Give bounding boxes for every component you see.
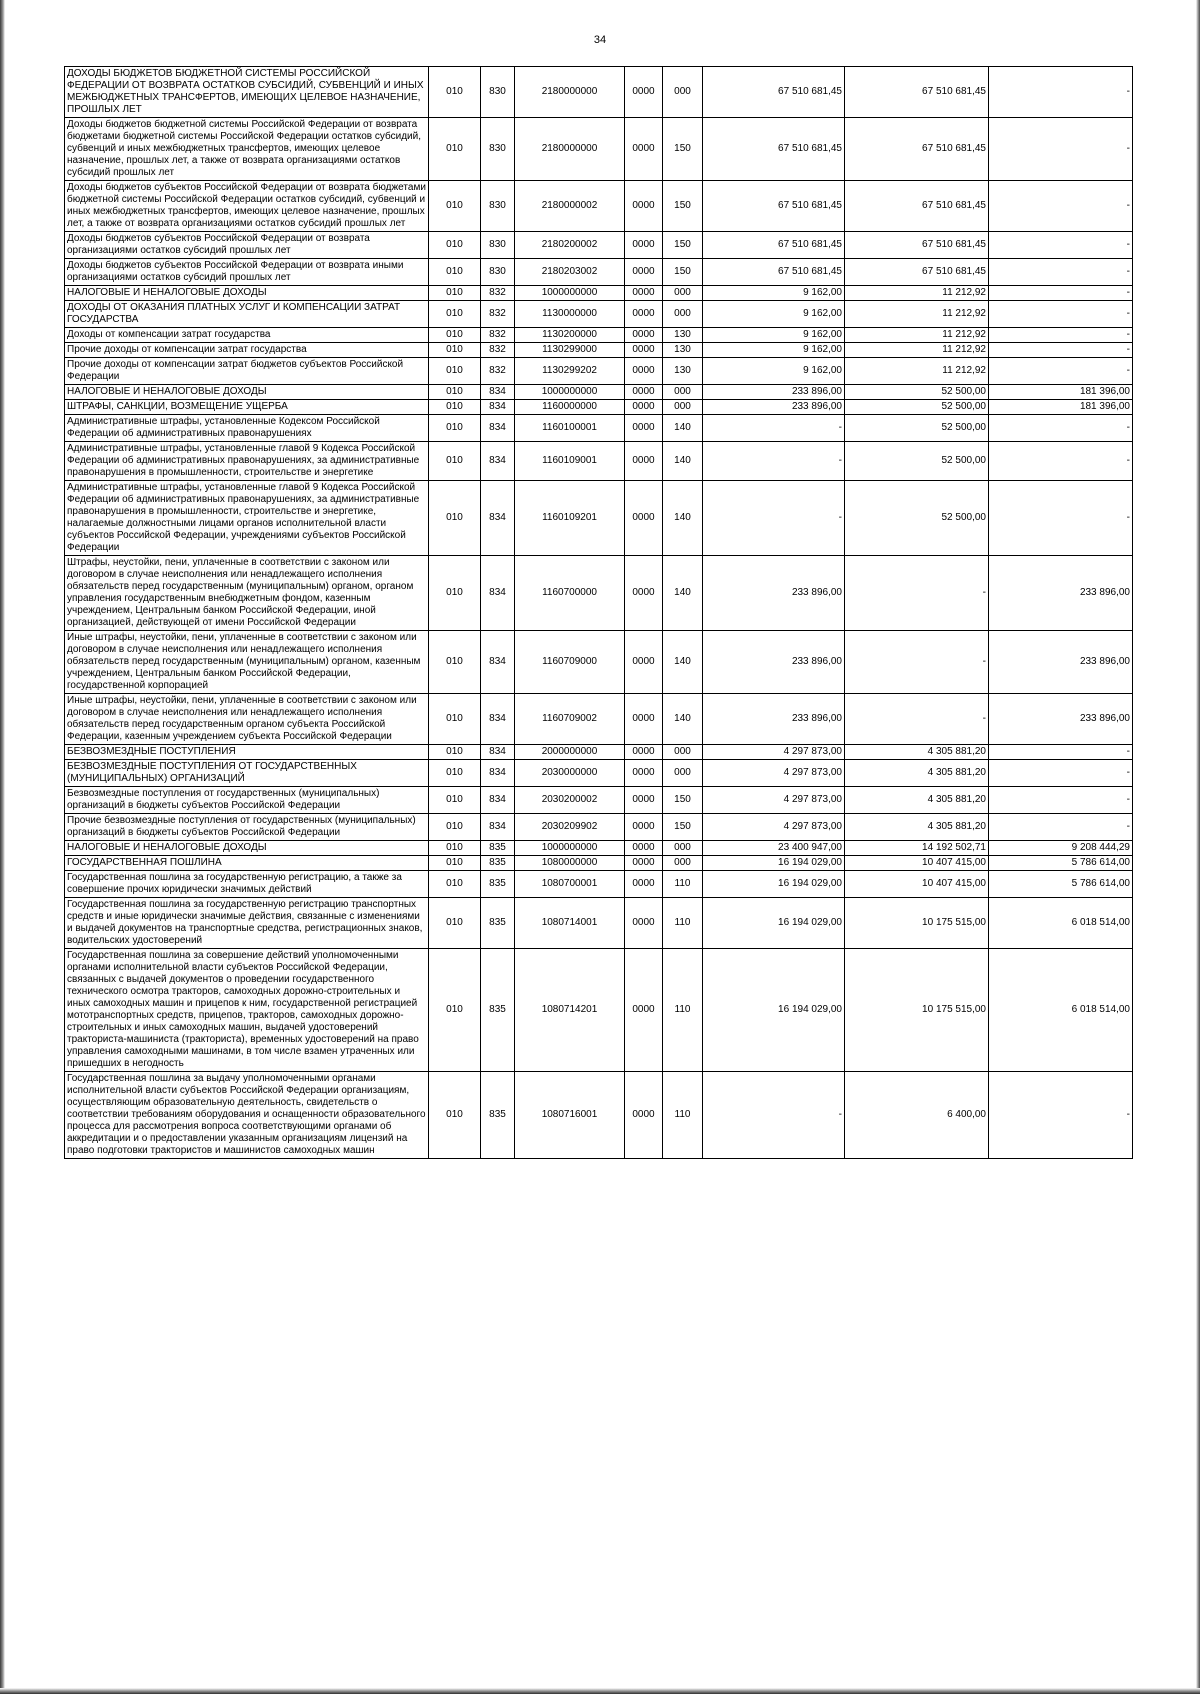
- table-row: [65, 415, 1133, 442]
- row-group-code-cell: 835: [481, 841, 515, 856]
- row-group-code-cell: 834: [481, 787, 515, 814]
- table-row: [65, 385, 1133, 400]
- row-economic-code-cell: 140: [663, 442, 703, 481]
- row-name-cell: НАЛОГОВЫЕ И НЕНАЛОГОВЫЕ ДОХОДЫ: [65, 841, 429, 856]
- row-admin-code-cell: 010: [429, 358, 481, 385]
- row-program-code-cell: 0000: [625, 871, 663, 898]
- table-row: [65, 442, 1133, 481]
- row-name-cell: ДОХОДЫ ОТ ОКАЗАНИЯ ПЛАТНЫХ УСЛУГ И КОМПЕНСАЦИИ ЗАТРАТ ГОСУДАРСТВА: [65, 301, 429, 328]
- row-revenue-code-cell: 1080716001: [515, 1072, 625, 1159]
- row-amount-1-cell: 16 194 029,00: [703, 898, 845, 949]
- row-amount-3-cell: -: [989, 1072, 1133, 1159]
- row-amount-1-cell: 4 297 873,00: [703, 787, 845, 814]
- row-amount-3-cell: -: [989, 787, 1133, 814]
- row-amount-2-cell: 11 212,92: [845, 358, 989, 385]
- row-program-code-cell: 0000: [625, 841, 663, 856]
- row-admin-code-cell: 010: [429, 400, 481, 415]
- row-revenue-code-cell: 1130299202: [515, 358, 625, 385]
- table-row: [65, 745, 1133, 760]
- row-group-code-cell: 834: [481, 481, 515, 556]
- row-amount-3-cell: 181 396,00: [989, 400, 1133, 415]
- row-admin-code-cell: 010: [429, 631, 481, 694]
- row-program-code-cell: 0000: [625, 760, 663, 787]
- row-amount-1-cell: 16 194 029,00: [703, 871, 845, 898]
- row-admin-code-cell: 010: [429, 841, 481, 856]
- row-program-code-cell: 0000: [625, 898, 663, 949]
- row-revenue-code-cell: 1000000000: [515, 286, 625, 301]
- row-revenue-code-cell: 2180203002: [515, 259, 625, 286]
- row-revenue-code-cell: 1160100001: [515, 415, 625, 442]
- row-amount-2-cell: 11 212,92: [845, 286, 989, 301]
- row-name-cell: Административные штрафы, установленные главой 9 Кодекса Российской Федерации об административных правонарушениях, за административные правонарушения в промышленности, строительстве и энергетике: [65, 442, 429, 481]
- row-amount-2-cell: -: [845, 694, 989, 745]
- row-economic-code-cell: 150: [663, 259, 703, 286]
- row-program-code-cell: 0000: [625, 232, 663, 259]
- row-name-cell: Административные штрафы, установленные главой 9 Кодекса Российской Федерации об административных правонарушениях, за административные правонарушения в промышленности, строительстве и энергетике, налагаемые должностными лицами органов исполнительной власти субъектов Российской Федерации, учреждениями субъектов Российской Федерации: [65, 481, 429, 556]
- table-row: [65, 358, 1133, 385]
- row-amount-3-cell: 6 018 514,00: [989, 949, 1133, 1072]
- table-body: [65, 67, 1133, 1159]
- page-number: 34: [593, 34, 607, 46]
- row-economic-code-cell: 140: [663, 556, 703, 631]
- row-group-code-cell: 835: [481, 856, 515, 871]
- table-row: [65, 181, 1133, 232]
- row-amount-3-cell: -: [989, 760, 1133, 787]
- row-amount-1-cell: 16 194 029,00: [703, 856, 845, 871]
- row-economic-code-cell: 110: [663, 949, 703, 1072]
- row-amount-1-cell: 9 162,00: [703, 328, 845, 343]
- row-name-cell: Доходы бюджетов субъектов Российской Федерации от возврата иными организациями остатков субсидий прошлых лет: [65, 259, 429, 286]
- row-amount-3-cell: -: [989, 232, 1133, 259]
- row-admin-code-cell: 010: [429, 232, 481, 259]
- row-amount-2-cell: 14 192 502,71: [845, 841, 989, 856]
- row-name-cell: Государственная пошлина за совершение действий уполномоченными органами исполнительной власти субъектов Российской Федерации, связанных с выдачей документов о проведении государственного технического осмотра тракторов, самоходных дорожно-строительных и иных самоходных машин и прицепов к ним, государственной регистрацией мототранспортных средств, прицепов, тракторов, самоходных дорожно-строительных и иных самоходных машин, выдачей удостоверений тракториста-машиниста (тракториста), временных удостоверений на право управления самоходными машинами, в том числе взамен утраченных или пришедших в негодность: [65, 949, 429, 1072]
- row-economic-code-cell: 000: [663, 745, 703, 760]
- row-economic-code-cell: 150: [663, 232, 703, 259]
- row-name-cell: Государственная пошлина за выдачу уполномоченными органами исполнительной власти субъектов Российской Федерации организациям, осуществляющим образовательную деятельность, свидетельств о соответствии требованиям оборудования и оснащенности образовательного процесса для рассмотрения вопроса соответствующими органами об аккредитации и о предоставлении указанным организациям лицензий на право подготовки трактористов и машинистов самоходных машин: [65, 1072, 429, 1159]
- row-admin-code-cell: 010: [429, 67, 481, 118]
- row-amount-1-cell: 16 194 029,00: [703, 949, 845, 1072]
- row-program-code-cell: 0000: [625, 118, 663, 181]
- row-economic-code-cell: 110: [663, 1072, 703, 1159]
- row-group-code-cell: 830: [481, 259, 515, 286]
- row-amount-1-cell: 67 510 681,45: [703, 232, 845, 259]
- row-admin-code-cell: 010: [429, 814, 481, 841]
- row-revenue-code-cell: 2030209902: [515, 814, 625, 841]
- row-economic-code-cell: 140: [663, 694, 703, 745]
- row-amount-2-cell: 67 510 681,45: [845, 259, 989, 286]
- row-amount-3-cell: -: [989, 328, 1133, 343]
- row-revenue-code-cell: 2180000002: [515, 181, 625, 232]
- row-economic-code-cell: 130: [663, 358, 703, 385]
- row-amount-1-cell: -: [703, 442, 845, 481]
- row-amount-2-cell: 52 500,00: [845, 415, 989, 442]
- row-name-cell: Доходы бюджетов бюджетной системы Российской Федерации от возврата бюджетами бюджетной системы Российской Федерации остатков субсидий, субвенций и иных межбюджетных трансфертов, имеющих целевое назначение, прошлых лет, а также от возврата организациями остатков субсидий прошлых лет: [65, 118, 429, 181]
- row-name-cell: Доходы бюджетов субъектов Российской Федерации от возврата организациями остатков субсидий прошлых лет: [65, 232, 429, 259]
- row-economic-code-cell: 140: [663, 631, 703, 694]
- row-revenue-code-cell: 1000000000: [515, 385, 625, 400]
- row-amount-1-cell: 9 162,00: [703, 301, 845, 328]
- table-row: [65, 787, 1133, 814]
- row-economic-code-cell: 000: [663, 286, 703, 301]
- row-admin-code-cell: 010: [429, 556, 481, 631]
- row-admin-code-cell: 010: [429, 949, 481, 1072]
- row-name-cell: Штрафы, неустойки, пени, уплаченные в соответствии с законом или договором в случае неисполнения или ненадлежащего исполнения обязательств перед государственным (муниципальным) органом, органом управления государственным внебюджетным фондом, казенным учреждением, Центральным банком Российской Федерации, иной организацией, действующей от имени Российской Федерации: [65, 556, 429, 631]
- row-group-code-cell: 834: [481, 400, 515, 415]
- row-amount-2-cell: 4 305 881,20: [845, 814, 989, 841]
- table-row: [65, 259, 1133, 286]
- row-program-code-cell: 0000: [625, 949, 663, 1072]
- row-amount-2-cell: 11 212,92: [845, 343, 989, 358]
- row-group-code-cell: 832: [481, 328, 515, 343]
- row-economic-code-cell: 140: [663, 481, 703, 556]
- table-row: [65, 949, 1133, 1072]
- row-amount-2-cell: 4 305 881,20: [845, 745, 989, 760]
- row-amount-1-cell: 67 510 681,45: [703, 181, 845, 232]
- row-group-code-cell: 830: [481, 232, 515, 259]
- row-amount-3-cell: -: [989, 118, 1133, 181]
- row-amount-2-cell: 67 510 681,45: [845, 67, 989, 118]
- row-amount-1-cell: -: [703, 481, 845, 556]
- row-group-code-cell: 834: [481, 694, 515, 745]
- row-amount-1-cell: 9 162,00: [703, 286, 845, 301]
- table-row: [65, 118, 1133, 181]
- row-admin-code-cell: 010: [429, 415, 481, 442]
- row-group-code-cell: 835: [481, 1072, 515, 1159]
- row-admin-code-cell: 010: [429, 328, 481, 343]
- row-group-code-cell: 835: [481, 949, 515, 1072]
- row-name-cell: Доходы от компенсации затрат государства: [65, 328, 429, 343]
- row-revenue-code-cell: 1080714201: [515, 949, 625, 1072]
- row-name-cell: ШТРАФЫ, САНКЦИИ, ВОЗМЕЩЕНИЕ УЩЕРБА: [65, 400, 429, 415]
- row-program-code-cell: 0000: [625, 343, 663, 358]
- row-group-code-cell: 834: [481, 442, 515, 481]
- row-revenue-code-cell: 1000000000: [515, 841, 625, 856]
- row-amount-1-cell: 4 297 873,00: [703, 745, 845, 760]
- row-group-code-cell: 830: [481, 67, 515, 118]
- row-amount-3-cell: 6 018 514,00: [989, 898, 1133, 949]
- row-amount-2-cell: 67 510 681,45: [845, 232, 989, 259]
- row-amount-2-cell: 6 400,00: [845, 1072, 989, 1159]
- row-amount-3-cell: -: [989, 259, 1133, 286]
- table-row: [65, 856, 1133, 871]
- row-name-cell: ГОСУДАРСТВЕННАЯ ПОШЛИНА: [65, 856, 429, 871]
- row-name-cell: Административные штрафы, установленные Кодексом Российской Федерации об административных правонарушениях: [65, 415, 429, 442]
- row-admin-code-cell: 010: [429, 481, 481, 556]
- row-amount-3-cell: -: [989, 181, 1133, 232]
- row-amount-3-cell: -: [989, 343, 1133, 358]
- row-amount-3-cell: -: [989, 286, 1133, 301]
- row-amount-3-cell: 233 896,00: [989, 556, 1133, 631]
- row-group-code-cell: 835: [481, 871, 515, 898]
- row-amount-3-cell: -: [989, 358, 1133, 385]
- row-amount-3-cell: -: [989, 745, 1133, 760]
- row-revenue-code-cell: 2030200002: [515, 787, 625, 814]
- row-admin-code-cell: 010: [429, 745, 481, 760]
- row-program-code-cell: 0000: [625, 67, 663, 118]
- row-name-cell: Прочие доходы от компенсации затрат бюджетов субъектов Российской Федерации: [65, 358, 429, 385]
- row-group-code-cell: 832: [481, 286, 515, 301]
- row-amount-2-cell: 11 212,92: [845, 328, 989, 343]
- row-economic-code-cell: 110: [663, 871, 703, 898]
- row-program-code-cell: 0000: [625, 385, 663, 400]
- row-economic-code-cell: 150: [663, 814, 703, 841]
- row-amount-3-cell: 233 896,00: [989, 694, 1133, 745]
- row-revenue-code-cell: 1080714001: [515, 898, 625, 949]
- row-revenue-code-cell: 2000000000: [515, 745, 625, 760]
- row-economic-code-cell: 000: [663, 301, 703, 328]
- row-name-cell: БЕЗВОЗМЕЗДНЫЕ ПОСТУПЛЕНИЯ ОТ ГОСУДАРСТВЕННЫХ (МУНИЦИПАЛЬНЫХ) ОРГАНИЗАЦИЙ: [65, 760, 429, 787]
- row-admin-code-cell: 010: [429, 871, 481, 898]
- row-program-code-cell: 0000: [625, 400, 663, 415]
- row-program-code-cell: 0000: [625, 442, 663, 481]
- row-amount-1-cell: 233 896,00: [703, 556, 845, 631]
- row-program-code-cell: 0000: [625, 259, 663, 286]
- row-revenue-code-cell: 2180000000: [515, 118, 625, 181]
- table-row: [65, 343, 1133, 358]
- row-program-code-cell: 0000: [625, 856, 663, 871]
- table-row: [65, 301, 1133, 328]
- table-row: [65, 694, 1133, 745]
- row-revenue-code-cell: 1160109201: [515, 481, 625, 556]
- row-amount-2-cell: 4 305 881,20: [845, 760, 989, 787]
- row-name-cell: Прочие доходы от компенсации затрат государства: [65, 343, 429, 358]
- row-economic-code-cell: 150: [663, 787, 703, 814]
- row-revenue-code-cell: 1130000000: [515, 301, 625, 328]
- row-group-code-cell: 832: [481, 343, 515, 358]
- table-row: [65, 400, 1133, 415]
- row-amount-2-cell: 67 510 681,45: [845, 118, 989, 181]
- row-revenue-code-cell: 1130200000: [515, 328, 625, 343]
- row-admin-code-cell: 010: [429, 856, 481, 871]
- row-group-code-cell: 834: [481, 385, 515, 400]
- row-group-code-cell: 830: [481, 118, 515, 181]
- row-amount-1-cell: 4 297 873,00: [703, 814, 845, 841]
- row-program-code-cell: 0000: [625, 181, 663, 232]
- row-amount-1-cell: 67 510 681,45: [703, 67, 845, 118]
- row-amount-3-cell: 9 208 444,29: [989, 841, 1133, 856]
- row-admin-code-cell: 010: [429, 286, 481, 301]
- row-amount-1-cell: 9 162,00: [703, 358, 845, 385]
- row-program-code-cell: 0000: [625, 286, 663, 301]
- row-admin-code-cell: 010: [429, 787, 481, 814]
- row-amount-1-cell: 9 162,00: [703, 343, 845, 358]
- row-amount-2-cell: 52 500,00: [845, 481, 989, 556]
- table-row: [65, 328, 1133, 343]
- scan-edge-left: [0, 0, 5, 1694]
- row-amount-2-cell: -: [845, 631, 989, 694]
- row-program-code-cell: 0000: [625, 787, 663, 814]
- row-amount-2-cell: 10 407 415,00: [845, 856, 989, 871]
- row-name-cell: ДОХОДЫ БЮДЖЕТОВ БЮДЖЕТНОЙ СИСТЕМЫ РОССИЙСКОЙ ФЕДЕРАЦИИ ОТ ВОЗВРАТА ОСТАТКОВ СУБСИДИЙ, СУБВЕНЦИЙ И ИНЫХ МЕЖБЮДЖЕТНЫХ ТРАНСФЕРТОВ, ИМЕЮЩИХ ЦЕЛЕВОЕ НАЗНАЧЕНИЕ, ПРОШЛЫХ ЛЕТ: [65, 67, 429, 118]
- row-name-cell: Иные штрафы, неустойки, пени, уплаченные в соответствии с законом или договором в случае неисполнения или ненадлежащего исполнения обязательств перед государственным (муниципальным) органом, казенным учреждением, Центральным банком Российской Федерации, государственной корпорацией: [65, 631, 429, 694]
- table-row: [65, 556, 1133, 631]
- row-amount-1-cell: 233 896,00: [703, 385, 845, 400]
- row-amount-2-cell: 10 175 515,00: [845, 898, 989, 949]
- row-program-code-cell: 0000: [625, 631, 663, 694]
- table-row: [65, 871, 1133, 898]
- row-revenue-code-cell: 1130299000: [515, 343, 625, 358]
- table-row: [65, 67, 1133, 118]
- row-group-code-cell: 834: [481, 556, 515, 631]
- table-row: [65, 898, 1133, 949]
- table-row: [65, 841, 1133, 856]
- row-amount-1-cell: 67 510 681,45: [703, 118, 845, 181]
- row-amount-2-cell: 52 500,00: [845, 442, 989, 481]
- table-row: [65, 814, 1133, 841]
- row-name-cell: НАЛОГОВЫЕ И НЕНАЛОГОВЫЕ ДОХОДЫ: [65, 385, 429, 400]
- row-program-code-cell: 0000: [625, 694, 663, 745]
- row-group-code-cell: 834: [481, 745, 515, 760]
- row-economic-code-cell: 000: [663, 856, 703, 871]
- row-group-code-cell: 832: [481, 301, 515, 328]
- row-amount-3-cell: 181 396,00: [989, 385, 1133, 400]
- row-program-code-cell: 0000: [625, 814, 663, 841]
- row-amount-1-cell: -: [703, 415, 845, 442]
- row-program-code-cell: 0000: [625, 1072, 663, 1159]
- table-row: [65, 481, 1133, 556]
- table-row: [65, 1072, 1133, 1159]
- row-amount-1-cell: 233 896,00: [703, 694, 845, 745]
- row-amount-2-cell: -: [845, 556, 989, 631]
- row-name-cell: Прочие безвозмездные поступления от государственных (муниципальных) организаций в бюджеты субъектов Российской Федерации: [65, 814, 429, 841]
- row-program-code-cell: 0000: [625, 745, 663, 760]
- table-row: [65, 232, 1133, 259]
- row-economic-code-cell: 110: [663, 898, 703, 949]
- row-admin-code-cell: 010: [429, 343, 481, 358]
- row-admin-code-cell: 010: [429, 118, 481, 181]
- row-amount-2-cell: 10 407 415,00: [845, 871, 989, 898]
- row-name-cell: Безвозмездные поступления от государственных (муниципальных) организаций в бюджеты субъектов Российской Федерации: [65, 787, 429, 814]
- row-amount-2-cell: 10 175 515,00: [845, 949, 989, 1072]
- row-economic-code-cell: 130: [663, 343, 703, 358]
- row-economic-code-cell: 140: [663, 415, 703, 442]
- row-amount-2-cell: 11 212,92: [845, 301, 989, 328]
- row-economic-code-cell: 000: [663, 67, 703, 118]
- row-economic-code-cell: 130: [663, 328, 703, 343]
- row-name-cell: Государственная пошлина за государственную регистрацию транспортных средств и иные юридически значимые действия, связанные с изменениями и выдачей документов на транспортные средства, регистрационных знаков, водительских удостоверений: [65, 898, 429, 949]
- row-economic-code-cell: 150: [663, 118, 703, 181]
- scan-edge-bottom: [0, 1688, 1200, 1694]
- row-amount-1-cell: 233 896,00: [703, 400, 845, 415]
- row-amount-3-cell: -: [989, 481, 1133, 556]
- row-group-code-cell: 834: [481, 415, 515, 442]
- row-amount-3-cell: 233 896,00: [989, 631, 1133, 694]
- row-economic-code-cell: 000: [663, 841, 703, 856]
- row-admin-code-cell: 010: [429, 385, 481, 400]
- row-economic-code-cell: 000: [663, 760, 703, 787]
- row-amount-3-cell: 5 786 614,00: [989, 856, 1133, 871]
- row-group-code-cell: 832: [481, 358, 515, 385]
- row-program-code-cell: 0000: [625, 358, 663, 385]
- row-revenue-code-cell: 1160109001: [515, 442, 625, 481]
- row-admin-code-cell: 010: [429, 898, 481, 949]
- row-amount-2-cell: 4 305 881,20: [845, 787, 989, 814]
- row-name-cell: НАЛОГОВЫЕ И НЕНАЛОГОВЫЕ ДОХОДЫ: [65, 286, 429, 301]
- row-amount-1-cell: 233 896,00: [703, 631, 845, 694]
- row-group-code-cell: 834: [481, 814, 515, 841]
- row-revenue-code-cell: 1160709002: [515, 694, 625, 745]
- scan-edge-right: [1196, 0, 1200, 1694]
- budget-revenue-table: [64, 66, 1133, 1159]
- row-revenue-code-cell: 1160700000: [515, 556, 625, 631]
- row-name-cell: Доходы бюджетов субъектов Российской Федерации от возврата бюджетами бюджетной системы Российской Федерации остатков субсидий, субвенций и иных межбюджетных трансфертов, имеющих целевое назначение, прошлых лет, а также от возврата организациями остатков субсидий прошлых лет: [65, 181, 429, 232]
- row-group-code-cell: 834: [481, 760, 515, 787]
- row-revenue-code-cell: 1080700001: [515, 871, 625, 898]
- row-economic-code-cell: 150: [663, 181, 703, 232]
- row-amount-2-cell: 52 500,00: [845, 400, 989, 415]
- row-admin-code-cell: 010: [429, 442, 481, 481]
- row-revenue-code-cell: 2180200002: [515, 232, 625, 259]
- row-amount-3-cell: 5 786 614,00: [989, 871, 1133, 898]
- row-revenue-code-cell: 1160709000: [515, 631, 625, 694]
- row-admin-code-cell: 010: [429, 694, 481, 745]
- row-name-cell: Государственная пошлина за государственную регистрацию, а также за совершение прочих юридически значимых действий: [65, 871, 429, 898]
- row-amount-1-cell: 4 297 873,00: [703, 760, 845, 787]
- row-amount-1-cell: 23 400 947,00: [703, 841, 845, 856]
- row-amount-1-cell: -: [703, 1072, 845, 1159]
- row-amount-3-cell: -: [989, 415, 1133, 442]
- table-row: [65, 286, 1133, 301]
- row-revenue-code-cell: 2030000000: [515, 760, 625, 787]
- row-revenue-code-cell: 1160000000: [515, 400, 625, 415]
- row-amount-3-cell: -: [989, 814, 1133, 841]
- row-amount-3-cell: -: [989, 301, 1133, 328]
- table-row: [65, 631, 1133, 694]
- row-admin-code-cell: 010: [429, 181, 481, 232]
- row-amount-3-cell: -: [989, 67, 1133, 118]
- row-economic-code-cell: 000: [663, 400, 703, 415]
- row-admin-code-cell: 010: [429, 301, 481, 328]
- row-revenue-code-cell: 2180000000: [515, 67, 625, 118]
- row-group-code-cell: 835: [481, 898, 515, 949]
- row-program-code-cell: 0000: [625, 415, 663, 442]
- row-amount-1-cell: 67 510 681,45: [703, 259, 845, 286]
- row-amount-2-cell: 67 510 681,45: [845, 181, 989, 232]
- row-group-code-cell: 834: [481, 631, 515, 694]
- row-amount-2-cell: 52 500,00: [845, 385, 989, 400]
- row-admin-code-cell: 010: [429, 1072, 481, 1159]
- table-row: [65, 760, 1133, 787]
- row-economic-code-cell: 000: [663, 385, 703, 400]
- row-admin-code-cell: 010: [429, 760, 481, 787]
- row-group-code-cell: 830: [481, 181, 515, 232]
- row-program-code-cell: 0000: [625, 481, 663, 556]
- row-name-cell: БЕЗВОЗМЕЗДНЫЕ ПОСТУПЛЕНИЯ: [65, 745, 429, 760]
- row-admin-code-cell: 010: [429, 259, 481, 286]
- row-amount-3-cell: -: [989, 442, 1133, 481]
- row-name-cell: Иные штрафы, неустойки, пени, уплаченные в соответствии с законом или договором в случае неисполнения или ненадлежащего исполнения обязательств перед государственным органом субъекта Российской Федерации, казенным учреждением субъекта Российской Федерации: [65, 694, 429, 745]
- row-revenue-code-cell: 1080000000: [515, 856, 625, 871]
- row-program-code-cell: 0000: [625, 556, 663, 631]
- row-program-code-cell: 0000: [625, 301, 663, 328]
- row-program-code-cell: 0000: [625, 328, 663, 343]
